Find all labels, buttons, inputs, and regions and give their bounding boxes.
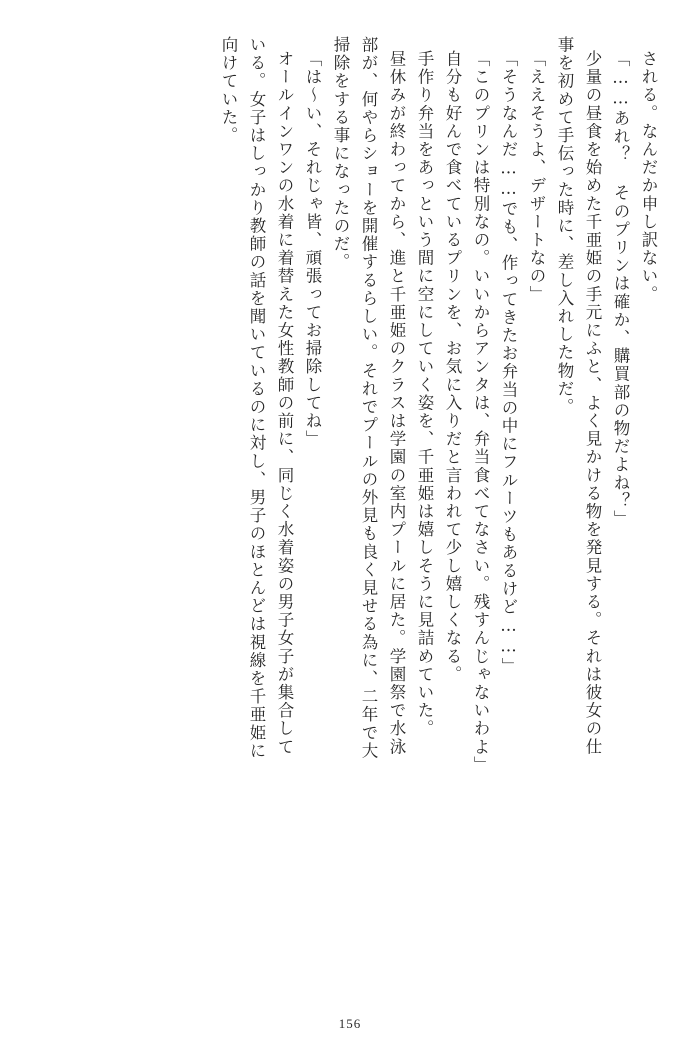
vertical-text-body [36,36,662,986]
text-line: 自分も好んで食べているプリンを、お気に入りだと言われて少し嬉しくなる。 [443,50,462,684]
text-line: 「は～い、それじゃ皆、頑張ってお掃除してね」 [303,50,322,449]
text-line: 向けていた。 [219,36,238,145]
text-line: 昼休みが終わってから、進と千亜姫のクラスは学園の室内プールに居た。学園祭で水泳 [387,50,406,756]
text-line: オールインワンの水着に着替えた女性教師の前に、同じく水着姿の男子女子が集合して [275,50,294,756]
text-line: 事を初めて手伝った時に、差し入れした物だ。 [555,36,574,417]
text-line: 部が、何やらショーを開催するらしい。それでプールの外見も良く見せる為に、二年で大 [359,36,378,760]
text-line: 「このプリンは特別なの。いいからアンタは、弁当食べてなさい。残すんじゃないわよ」 [471,50,490,774]
text-line: 掃除をする事になったのだ。 [331,36,350,272]
page-number: 156 [338,1016,362,1031]
text-line: 手作り弁当をあっという間に空にしていく姿を、千亜姫は嬉しそうに見詰めていた。 [415,50,434,738]
text-line: 「……あれ？ そのプリンは確か、購買部の物だよね？」 [611,50,630,529]
text-line: いる。女子はしっかり教師の話を聞いているのに対し、男子のほとんどは視線を千亜姫に [247,36,266,760]
text-line: 「ええそうよ、デザートなの」 [527,50,546,304]
text-line: 少量の昼食を始めた千亜姫の手元にふと、よく見かける物を発見する。それは彼女の仕 [583,50,602,756]
text-line: される。なんだか申し訳ない。 [639,50,658,304]
text-line: 「そうなんだ……でも、作ってきたお弁当の中にフルーツもあるけど……」 [499,50,518,676]
